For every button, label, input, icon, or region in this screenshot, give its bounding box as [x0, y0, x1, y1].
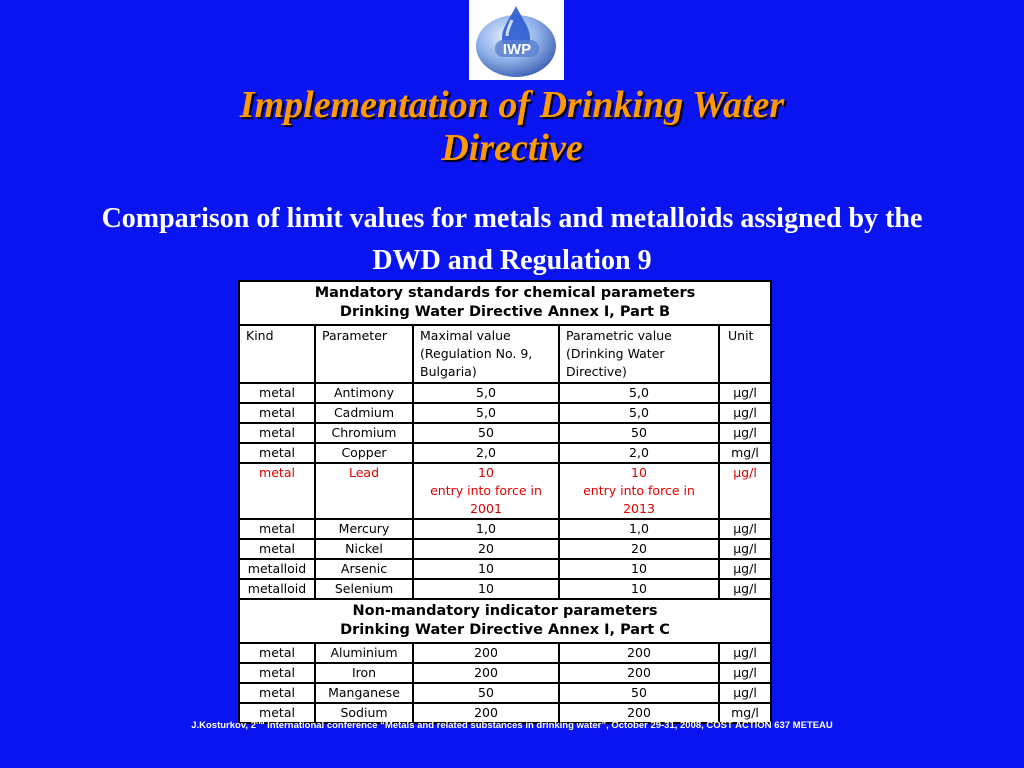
cell-parameter: Chromium [315, 423, 413, 443]
cell-kind: metalloid [239, 559, 315, 579]
cell-max: 5,0 [413, 403, 559, 423]
cell-unit: µg/l [719, 643, 771, 663]
cell-parameter: Copper [315, 443, 413, 463]
cell-unit: µg/l [719, 539, 771, 559]
iwp-logo [469, 0, 564, 80]
cell-unit: µg/l [719, 663, 771, 683]
cell-max: 2,0 [413, 443, 559, 463]
header-max-value-line-3: Bulgaria) [420, 364, 477, 379]
cell-param: 5,0 [559, 383, 719, 403]
section-nonmandatory-header [239, 599, 771, 643]
table-row [239, 383, 771, 403]
cell-parameter: Lead [315, 463, 413, 519]
limits-table [238, 280, 772, 724]
cell-parameter: Aluminium [315, 643, 413, 663]
table-row [239, 579, 771, 599]
cell-unit: µg/l [719, 559, 771, 579]
cell-param: 2,0 [559, 443, 719, 463]
header-param-value-line-1: Parametric value [566, 328, 672, 343]
cell-unit: µg/l [719, 383, 771, 403]
table-row [239, 663, 771, 683]
header-parameter: Parameter [315, 325, 413, 383]
header-param-value-line-2: (Drinking Water [566, 346, 665, 361]
footer-sup: nd [255, 719, 265, 726]
cell-param: 50 [559, 683, 719, 703]
cell-unit: µg/l [719, 403, 771, 423]
cell-kind: metal [239, 423, 315, 443]
cell-parameter: Nickel [315, 539, 413, 559]
cell-unit: µg/l [719, 463, 771, 519]
cell-max: 10 [413, 579, 559, 599]
cell-max: 50 [413, 683, 559, 703]
cell-param: 5,0 [559, 403, 719, 423]
page-subtitle [0, 198, 1024, 282]
cell-max: 200 [413, 663, 559, 683]
cell-kind: metal [239, 443, 315, 463]
cell-kind: metal [239, 703, 315, 723]
lead-param-note-2: 2013 [623, 501, 655, 516]
cell-max: 20 [413, 539, 559, 559]
cell-kind: metal [239, 463, 315, 519]
cell-param: 10 [559, 559, 719, 579]
table-row [239, 403, 771, 423]
section-mandatory-row [239, 281, 771, 325]
cell-unit: µg/l [719, 683, 771, 703]
title-line-2: Directive [441, 127, 583, 169]
page-title [0, 84, 1024, 170]
cell-parameter: Manganese [315, 683, 413, 703]
water-drop-icon [469, 0, 564, 80]
cell-param: 200 [559, 703, 719, 723]
table-row [239, 423, 771, 443]
section-nonmandatory-line-2: Drinking Water Directive Annex I, Part C [340, 622, 670, 638]
cell-unit: µg/l [719, 519, 771, 539]
header-max-value-line-2: (Regulation No. 9, [420, 346, 533, 361]
cell-param: 50 [559, 423, 719, 443]
cell-kind: metal [239, 683, 315, 703]
cell-param: 200 [559, 643, 719, 663]
footer-citation [0, 719, 1024, 731]
section-mandatory-header [239, 281, 771, 325]
section-mandatory-line-2: Drinking Water Directive Annex I, Part B [339, 304, 671, 320]
cell-kind: metalloid [239, 579, 315, 599]
table-row [239, 683, 771, 703]
table-row [239, 443, 771, 463]
subtitle-line-2: DWD and Regulation 9 [372, 245, 652, 276]
cell-max: 200 [413, 643, 559, 663]
header-max-value-line-1: Maximal value [420, 328, 511, 343]
cell-kind: metal [239, 403, 315, 423]
cell-kind: metal [239, 539, 315, 559]
cell-max: 5,0 [413, 383, 559, 403]
header-param-value [559, 325, 719, 383]
section-mandatory-line-1: Mandatory standards for chemical parameters [314, 285, 696, 301]
cell-parameter: Cadmium [315, 403, 413, 423]
table-row [239, 539, 771, 559]
cell-kind: metal [239, 519, 315, 539]
cell-param [559, 463, 719, 519]
cell-max: 200 [413, 703, 559, 723]
cell-unit: µg/l [719, 423, 771, 443]
cell-parameter: Antimony [315, 383, 413, 403]
cell-unit: mg/l [719, 703, 771, 723]
footer-part-2: International conference “Metals and related substances in drinking water”, October 29-31, 2008, COST ACTION 637 METEAU [264, 720, 833, 732]
header-unit: Unit [719, 325, 771, 383]
cell-parameter: Selenium [315, 579, 413, 599]
cell-parameter: Iron [315, 663, 413, 683]
cell-parameter: Mercury [315, 519, 413, 539]
cell-kind: metal [239, 663, 315, 683]
header-max-value [413, 325, 559, 383]
footer-part-1: J.Kosturkov, 2 [191, 720, 256, 732]
cell-max: 10 [413, 559, 559, 579]
section-nonmandatory-row [239, 599, 771, 643]
cell-kind: metal [239, 383, 315, 403]
header-kind: Kind [239, 325, 315, 383]
cell-max [413, 463, 559, 519]
table-row-lead [239, 463, 771, 519]
lead-max-value: 10 [478, 465, 494, 480]
table-row [239, 519, 771, 539]
cell-max: 1,0 [413, 519, 559, 539]
cell-param: 200 [559, 663, 719, 683]
table-row [239, 643, 771, 663]
header-param-value-line-3: Directive) [566, 364, 627, 379]
cell-parameter: Sodium [315, 703, 413, 723]
cell-kind: metal [239, 643, 315, 663]
lead-param-note-1: entry into force in [583, 483, 695, 498]
section-nonmandatory-line-1: Non-mandatory indicator parameters [352, 603, 658, 619]
logo-text: IWP [502, 41, 532, 58]
cell-unit: µg/l [719, 579, 771, 599]
subtitle-line-1: Comparison of limit values for metals and metalloids assigned by the [101, 203, 923, 234]
column-header-row [239, 325, 771, 383]
lead-param-value: 10 [631, 465, 647, 480]
cell-param: 10 [559, 579, 719, 599]
title-line-1: Implementation of Drinking Water [239, 84, 785, 126]
cell-max: 50 [413, 423, 559, 443]
cell-param: 20 [559, 539, 719, 559]
lead-max-note-1: entry into force in [430, 483, 542, 498]
cell-param: 1,0 [559, 519, 719, 539]
cell-parameter: Arsenic [315, 559, 413, 579]
lead-max-note-2: 2001 [470, 501, 502, 516]
table-row [239, 559, 771, 579]
cell-unit: mg/l [719, 443, 771, 463]
